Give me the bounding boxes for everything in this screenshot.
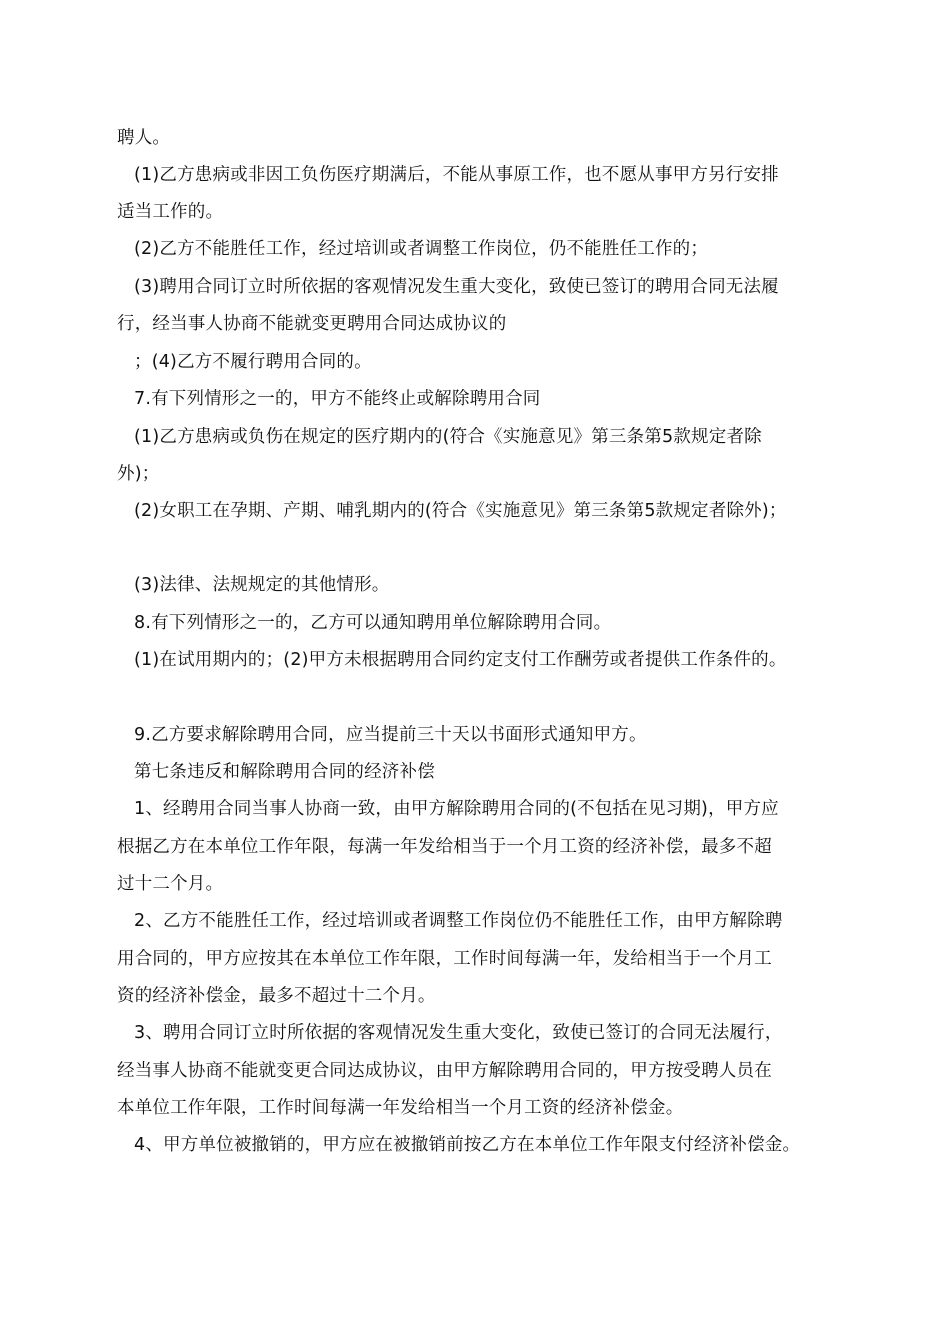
text-line: 根据乙方在本单位工作年限，每满一年发给相当于一个月工资的经济补偿，最多不超 — [117, 837, 772, 857]
text-line: ；(4)乙方不履行聘用合同的。 — [134, 352, 372, 372]
text-line: 7.有下列情形之一的，甲方不能终止或解除聘用合同 — [134, 389, 541, 409]
text-line: 经当事人协商不能就变更合同达成协议，由甲方解除聘用合同的，甲方按受聘人员在 — [117, 1061, 772, 1081]
text-line: (1)乙方患病或负伤在规定的医疗期内的(符合《实施意见》第三条第5款规定者除 — [134, 427, 762, 447]
text-line: 第七条违反和解除聘用合同的经济补偿 — [134, 762, 435, 782]
text-line: (3)法律、法规规定的其他情形。 — [134, 575, 390, 595]
text-line: 4、甲方单位被撤销的，甲方应在被撤销前按乙方在本单位工作年限支付经济补偿金。 — [134, 1135, 801, 1155]
text-line: 资的经济补偿金，最多不超过十二个月。 — [117, 986, 436, 1006]
text-line: 外)； — [117, 464, 160, 484]
text-line: (1)在试用期内的；(2)甲方未根据聘用合同约定支付工作酬劳或者提供工作条件的。 — [134, 650, 787, 670]
text-line: 9.乙方要求解除聘用合同，应当提前三十天以书面形式通知甲方。 — [134, 725, 647, 745]
text-line: 过十二个月。 — [117, 874, 224, 894]
text-line: 聘人。 — [117, 128, 171, 148]
text-line: 本单位工作年限，工作时间每满一年发给相当一个月工资的经济补偿金。 — [117, 1098, 684, 1118]
text-line: 3、聘用合同订立时所依据的客观情况发生重大变化，致使已签订的合同无法履行， — [134, 1023, 783, 1043]
text-line: 2、乙方不能胜任工作，经过培训或者调整工作岗位仍不能胜任工作，由甲方解除聘 — [134, 911, 783, 931]
text-line: 行，经当事人协商不能就变更聘用合同达成协议的 — [117, 314, 507, 334]
text-line: (1)乙方患病或非因工负伤医疗期满后，不能从事原工作，也不愿从事甲方另行安排 — [134, 165, 779, 185]
text-line: (2)乙方不能胜任工作，经过培训或者调整工作岗位，仍不能胜任工作的； — [134, 239, 709, 259]
text-line: (2)女职工在孕期、产期、哺乳期内的(符合《实施意见》第三条第5款规定者除外)； — [134, 501, 787, 521]
text-line: (3)聘用合同订立时所依据的客观情况发生重大变化，致使已签订的聘用合同无法履 — [134, 277, 779, 297]
text-line: 1、经聘用合同当事人协商一致，由甲方解除聘用合同的(不包括在见习期)，甲方应 — [134, 799, 779, 819]
text-line: 8.有下列情形之一的，乙方可以通知聘用单位解除聘用合同。 — [134, 613, 612, 633]
text-line: 用合同的，甲方应按其在本单位工作年限，工作时间每满一年，发给相当于一个月工 — [117, 949, 772, 969]
text-line: 适当工作的。 — [117, 202, 224, 222]
